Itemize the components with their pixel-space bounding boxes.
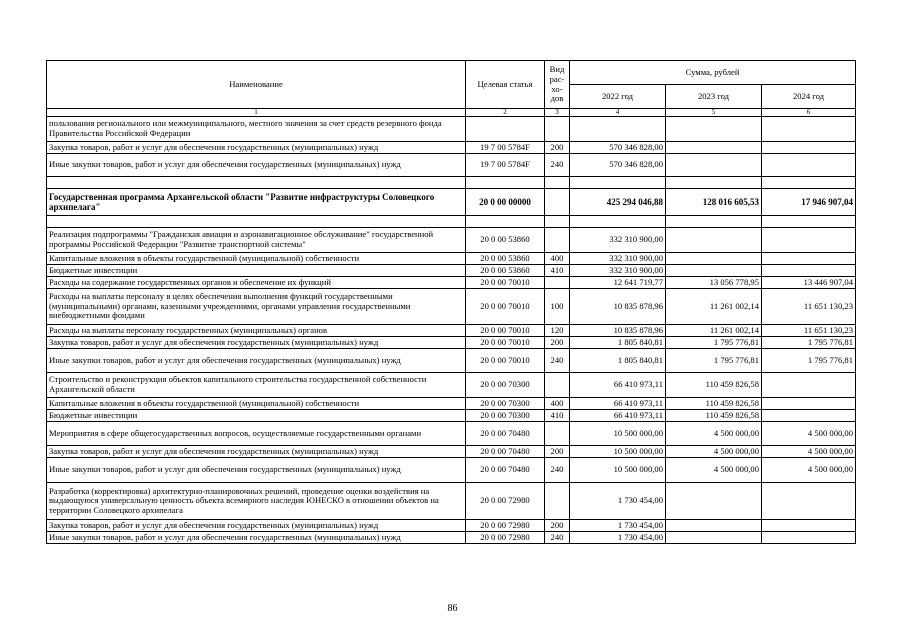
- row-amount-2022: 66 410 973,11: [570, 398, 666, 410]
- row-amount-2022: 10 500 000,00: [570, 422, 666, 446]
- row-name: Иные закупки товаров, работ и услуг для обеспечения государственных (муниципальных) нужд: [47, 532, 466, 544]
- row-amount-2024: 4 500 000,00: [762, 446, 856, 458]
- row-amount-2022: 10 835 878,96: [570, 289, 666, 325]
- table-row: [47, 277, 856, 289]
- table-row: [47, 154, 856, 177]
- row-amount-2023: 4 500 000,00: [666, 446, 762, 458]
- row-amount-2023: [666, 253, 762, 265]
- row-amount-2024: [762, 228, 856, 253]
- header-name: Наименование: [47, 61, 466, 109]
- row-target-article: 19 7 00 5784F: [466, 142, 545, 154]
- row-name: Иные закупки товаров, работ и услуг для обеспечения государственных (муниципальных) нужд: [47, 349, 466, 373]
- column-number: 3: [545, 109, 570, 117]
- row-amount-2022: 10 500 000,00: [570, 458, 666, 483]
- column-number: 4: [570, 109, 666, 117]
- table-row: [47, 410, 856, 422]
- row-amount-2023: [666, 532, 762, 544]
- row-amount-2022: 570 346 828,00: [570, 154, 666, 177]
- row-target-article: 20 0 00 70300: [466, 398, 545, 410]
- row-amount-2023: 4 500 000,00: [666, 458, 762, 483]
- table-row: [47, 142, 856, 154]
- row-amount-2022: [570, 177, 666, 189]
- row-name: Разработка (корректировка) архитектурно-планировочных решений, проведение оценки воздействия на выдающуюся универсальную ценность объекта всемирного наследия ЮНЕСКО в отношении объектов на территории Соловецкого архипелага: [47, 483, 466, 520]
- row-name: Расходы на выплаты персоналу в целях обеспечения выполнения функций государственными (муниципальными) органами, казенными учреждениями, органами управления государственными внебюджетными фондами: [47, 289, 466, 325]
- row-expense-type: 410: [545, 265, 570, 277]
- table-row: [47, 265, 856, 277]
- row-target-article: 20 0 00 53860: [466, 228, 545, 253]
- row-amount-2024: 11 651 130,23: [762, 289, 856, 325]
- table-row: [47, 253, 856, 265]
- row-amount-2022: 1 805 840,81: [570, 349, 666, 373]
- row-amount-2023: 110 459 826,58: [666, 373, 762, 398]
- row-name: Капитальные вложения в объекты государственной (муниципальной) собственности: [47, 398, 466, 410]
- row-amount-2022: 332 310 900,00: [570, 265, 666, 277]
- row-amount-2024: [762, 117, 856, 142]
- table-row: [47, 349, 856, 373]
- row-amount-2022: 66 410 973,11: [570, 373, 666, 398]
- table-row: [47, 289, 856, 325]
- column-number: 2: [466, 109, 545, 117]
- row-amount-2024: [762, 373, 856, 398]
- row-target-article: 20 0 00 70010: [466, 337, 545, 349]
- row-target-article: 20 0 00 70010: [466, 277, 545, 289]
- row-name: Мероприятия в сфере общегосударственных вопросов, осуществляемые государственными органами: [47, 422, 466, 446]
- row-target-article: 20 0 00 72980: [466, 532, 545, 544]
- row-target-article: 20 0 00 53860: [466, 253, 545, 265]
- header-year-2022: 2022 год: [570, 85, 666, 109]
- row-amount-2024: [762, 265, 856, 277]
- table-row: [47, 117, 856, 142]
- row-expense-type: [545, 189, 570, 216]
- row-amount-2022: 1 730 454,00: [570, 520, 666, 532]
- row-expense-type: 100: [545, 289, 570, 325]
- table-row: [47, 422, 856, 446]
- row-amount-2024: 17 946 907,04: [762, 189, 856, 216]
- row-amount-2022: 425 294 046,88: [570, 189, 666, 216]
- row-amount-2022: 12 641 719,77: [570, 277, 666, 289]
- row-expense-type: 410: [545, 410, 570, 422]
- row-target-article: 20 0 00 70300: [466, 373, 545, 398]
- column-number: 5: [666, 109, 762, 117]
- row-target-article: 20 0 00 70480: [466, 446, 545, 458]
- row-expense-type: [545, 277, 570, 289]
- row-expense-type: [545, 483, 570, 520]
- row-name: Закупка товаров, работ и услуг для обеспечения государственных (муниципальных) нужд: [47, 520, 466, 532]
- row-expense-type: 200: [545, 337, 570, 349]
- header-year-2023: 2023 год: [666, 85, 762, 109]
- row-amount-2022: 332 310 900,00: [570, 228, 666, 253]
- table-row: [47, 458, 856, 483]
- table-row: [47, 520, 856, 532]
- row-expense-type: 200: [545, 142, 570, 154]
- row-name: Строительство и реконструкция объектов капитального строительства государственной собственности Архангельской области: [47, 373, 466, 398]
- row-amount-2023: 13 056 778,95: [666, 277, 762, 289]
- row-amount-2023: 110 459 826,58: [666, 410, 762, 422]
- row-amount-2023: 1 795 776,81: [666, 337, 762, 349]
- row-amount-2022: [570, 216, 666, 228]
- row-target-article: [466, 117, 545, 142]
- column-number: 6: [762, 109, 856, 117]
- row-name: Капитальные вложения в объекты государственной (муниципальной) собственности: [47, 253, 466, 265]
- row-expense-type: [545, 216, 570, 228]
- row-amount-2023: 11 261 002,14: [666, 325, 762, 337]
- row-expense-type: 400: [545, 253, 570, 265]
- table-row: [47, 228, 856, 253]
- row-amount-2023: [666, 117, 762, 142]
- row-name: Расходы на выплаты персоналу государственных (муниципальных) органов: [47, 325, 466, 337]
- row-amount-2023: 110 459 826,58: [666, 398, 762, 410]
- row-name: Государственная программа Архангельской области "Развитие инфраструктуры Соловецкого архипелага": [47, 189, 466, 216]
- row-name: пользования регионального или межмуниципального, местного значения за счет средств резервного фонда Правительства Российской Федерации: [47, 117, 466, 142]
- header-sum: Сумма, рублей: [570, 61, 856, 85]
- row-amount-2023: [666, 265, 762, 277]
- table-row: [47, 177, 856, 189]
- table-row: [47, 532, 856, 544]
- row-amount-2022: 1 730 454,00: [570, 483, 666, 520]
- row-name: [47, 177, 466, 189]
- row-amount-2022: 10 835 878,96: [570, 325, 666, 337]
- row-target-article: 20 0 00 53860: [466, 265, 545, 277]
- row-expense-type: [545, 117, 570, 142]
- row-expense-type: [545, 177, 570, 189]
- header-year-2024: 2024 год: [762, 85, 856, 109]
- row-target-article: 20 0 00 72980: [466, 520, 545, 532]
- column-number: 1: [47, 109, 466, 117]
- row-amount-2023: 128 016 605,53: [666, 189, 762, 216]
- row-target-article: 20 0 00 70480: [466, 458, 545, 483]
- table-row: [47, 325, 856, 337]
- row-amount-2024: 1 795 776,81: [762, 349, 856, 373]
- row-amount-2023: [666, 520, 762, 532]
- row-amount-2024: [762, 532, 856, 544]
- table-row: [47, 483, 856, 520]
- row-target-article: 20 0 00 70010: [466, 349, 545, 373]
- row-amount-2024: 13 446 907,04: [762, 277, 856, 289]
- row-amount-2023: 1 795 776,81: [666, 349, 762, 373]
- row-amount-2023: [666, 154, 762, 177]
- row-name: Бюджетные инвестиции: [47, 410, 466, 422]
- row-name: Реализация подпрограммы "Гражданская авиация и аэронавигационное обслуживание" государственной программы Российской Федерации "Развитие транспортной системы": [47, 228, 466, 253]
- row-amount-2024: [762, 216, 856, 228]
- row-amount-2022: 1 730 454,00: [570, 532, 666, 544]
- row-expense-type: [545, 228, 570, 253]
- row-expense-type: 200: [545, 446, 570, 458]
- row-amount-2022: [570, 117, 666, 142]
- page-number: 86: [447, 603, 458, 614]
- row-amount-2024: [762, 398, 856, 410]
- row-amount-2023: [666, 228, 762, 253]
- row-amount-2024: 11 651 130,23: [762, 325, 856, 337]
- row-amount-2024: 1 795 776,81: [762, 337, 856, 349]
- row-amount-2024: [762, 177, 856, 189]
- row-name: Расходы на содержание государственных органов и обеспечение их функций: [47, 277, 466, 289]
- row-target-article: 20 0 00 70010: [466, 289, 545, 325]
- row-expense-type: 240: [545, 532, 570, 544]
- row-amount-2022: 332 310 900,00: [570, 253, 666, 265]
- row-name: Иные закупки товаров, работ и услуг для обеспечения государственных (муниципальных) нужд: [47, 154, 466, 177]
- budget-table: [46, 60, 856, 544]
- row-expense-type: 240: [545, 154, 570, 177]
- row-target-article: [466, 216, 545, 228]
- table-row: [47, 373, 856, 398]
- row-expense-type: 240: [545, 349, 570, 373]
- table-row: [47, 398, 856, 410]
- header-target-article: Целевая статья: [466, 61, 545, 109]
- table-row: [47, 216, 856, 228]
- row-target-article: 20 0 00 70480: [466, 422, 545, 446]
- row-expense-type: [545, 422, 570, 446]
- row-amount-2024: [762, 142, 856, 154]
- row-amount-2024: [762, 253, 856, 265]
- row-amount-2022: 570 346 828,00: [570, 142, 666, 154]
- row-target-article: 19 7 00 5784F: [466, 154, 545, 177]
- row-amount-2023: [666, 216, 762, 228]
- row-amount-2022: 66 410 973,11: [570, 410, 666, 422]
- row-amount-2023: [666, 483, 762, 520]
- row-name: Закупка товаров, работ и услуг для обеспечения государственных (муниципальных) нужд: [47, 446, 466, 458]
- row-amount-2023: [666, 177, 762, 189]
- row-amount-2023: 4 500 000,00: [666, 422, 762, 446]
- header-expense-type: Вид рас-хо-дов: [545, 61, 570, 109]
- row-target-article: 20 0 00 70010: [466, 325, 545, 337]
- row-target-article: 20 0 00 72980: [466, 483, 545, 520]
- row-name: [47, 216, 466, 228]
- row-amount-2024: 4 500 000,00: [762, 458, 856, 483]
- row-amount-2023: 11 261 002,14: [666, 289, 762, 325]
- row-target-article: [466, 177, 545, 189]
- row-amount-2024: 4 500 000,00: [762, 422, 856, 446]
- row-amount-2024: [762, 154, 856, 177]
- table-row: [47, 337, 856, 349]
- row-amount-2023: [666, 142, 762, 154]
- row-name: Закупка товаров, работ и услуг для обеспечения государственных (муниципальных) нужд: [47, 337, 466, 349]
- row-expense-type: 240: [545, 458, 570, 483]
- row-expense-type: 120: [545, 325, 570, 337]
- row-amount-2024: [762, 520, 856, 532]
- row-expense-type: 200: [545, 520, 570, 532]
- row-name: Бюджетные инвестиции: [47, 265, 466, 277]
- row-name: Закупка товаров, работ и услуг для обеспечения государственных (муниципальных) нужд: [47, 142, 466, 154]
- row-target-article: 20 0 00 00000: [466, 189, 545, 216]
- table-row: [47, 446, 856, 458]
- row-name: Иные закупки товаров, работ и услуг для обеспечения государственных (муниципальных) нужд: [47, 458, 466, 483]
- row-amount-2022: 1 805 840,81: [570, 337, 666, 349]
- row-expense-type: 400: [545, 398, 570, 410]
- table-row: [47, 189, 856, 216]
- row-amount-2024: [762, 410, 856, 422]
- row-amount-2022: 10 500 000,00: [570, 446, 666, 458]
- row-target-article: 20 0 00 70300: [466, 410, 545, 422]
- row-expense-type: [545, 373, 570, 398]
- row-amount-2024: [762, 483, 856, 520]
